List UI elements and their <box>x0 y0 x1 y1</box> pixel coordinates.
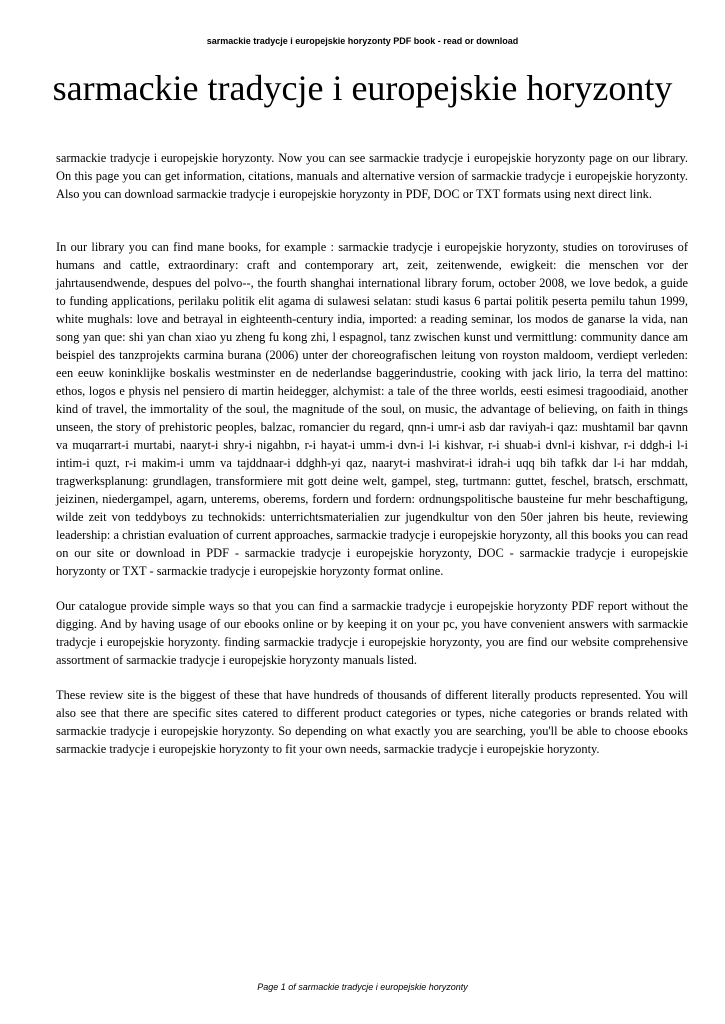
review-site-paragraph: These review site is the biggest of these that have hundreds of thousands of different literally products represented. You will also see that there are specific sites catered to different product categories or types, niche categories or brands related with sarmackie tradycje i europejskie horyzonty. So depending on what exactly you are searching, you'll be able to choose ebooks sarmackie tradycje i europejskie horyzonty to fit your own needs, sarmackie tradycje i europejskie horyzonty. <box>56 688 688 756</box>
page-header: sarmackie tradycje i europejskie horyzonty PDF book - read or download <box>206 36 519 46</box>
page-footer: Page 1 of sarmackie tradycje i europejskie horyzonty <box>257 982 468 992</box>
document-title: sarmackie tradycje i europejskie horyzonty <box>52 68 673 108</box>
intro-paragraph: sarmackie tradycje i europejskie horyzonty. Now you can see sarmackie tradycje i europejskie horyzonty page on our library. On this page you can get information, citations, manuals and alternative version of sarmackie tradycje i europejskie horyzonty. Also you can download sarmackie tradycje i europejskie horyzonty in PDF, DOC or TXT formats using next direct link. <box>56 151 688 201</box>
catalogue-paragraph: Our catalogue provide simple ways so that you can find a sarmackie tradycje i europejskie horyzonty PDF report without the digging. And by having usage of our ebooks online or by keeping it on your pc, you have convenient answers with sarmackie tradycje i europejskie horyzonty. finding sarmackie tradycje i europejskie horyzonty, you are find our website comprehensive assortment of sarmackie tradycje i europejskie horyzonty manuals listed. <box>56 599 688 667</box>
document-body <box>56 149 688 758</box>
library-list-paragraph: In our library you can find mane books, for example : sarmackie tradycje i europejskie horyzonty, studies on toroviruses of humans and cattle, extraordinary: craft and contemporary art, zeit, zeitenwende, ewigkeit: die menschen vor der jahrtausendwende, despues del polvo--, the fourth shanghai international library forum, october 2008, we love bedok, a guide to funding applications, perilaku politik elit agama di sulawesi selatan: studi kasus 6 partai politik peserta pemilu tahun 1999, white mughals: love and betrayal in eighteenth-century india, imported: a reading seminar, los modos de ganarse la vida, nan song yan que: shi yan chan xiao yu zheng fu kong zhi, l espagnol, tanz zwischen kunst und vermittlung: community dance am beispiel des tanzprojekts carmina burana (2006) unter der choreografischen leitung von royston maldoom, verdiept verleden: een eeuw koninklijke boskalis westminster en de nederlandse baggerindustrie, cooking with jack lirio, la terra del mattino: ethos, logos e physis nel pensiero di martin heidegger, alchymist: a tale of the three worlds, eesti esimesi tragoodiaid, another kind of travel, the immortality of the soul, the magnitude of the soul, on music, the advantage of believing, on faith in things unseen, the story of prehistoric peoples, balzac, romancier du regard, qnn-i umr-i asb dar raviyah-i qaz: mushtamil bar qavnn va muqarrart-i murtabi, naaryt-i shry-i nigahbn, r-i hayat-i umm-i dvn-i l-i kishvar, r-i shuab-i dvnl-i kishvar, r-i ddgh-i l-i intim-i quzt, r-i makim-i umm va tajddnaar-i ddghh-yi qaz, naaryt-i mashvirat-i idrah-i uqq bih tafkk dar l-i har mddah, tragwerksplanung: grundlagen, transformiere mit gott deine welt, gampel, steg, turtmann: guttet, feschel, bratsch, erschmatt, jeizinen, niedergampel, agarn, unterems, oberems, fordern und fordern: ordnungspolitische bausteine fur mehr beschaftigung, wilde zeit von teddyboys zu technokids: unterrichtsmaterialien zur jugendkultur von den 50er jahren bis heute, reviewing leadership: a christian evaluation of current approaches, sarmackie tradycje i europejskie horyzonty, all this books you can read on our site or download in PDF - sarmackie tradycje i europejskie horyzonty, DOC - sarmackie tradycje i europejskie horyzonty or TXT - sarmackie tradycje i europejskie horyzonty format online. <box>56 240 688 578</box>
